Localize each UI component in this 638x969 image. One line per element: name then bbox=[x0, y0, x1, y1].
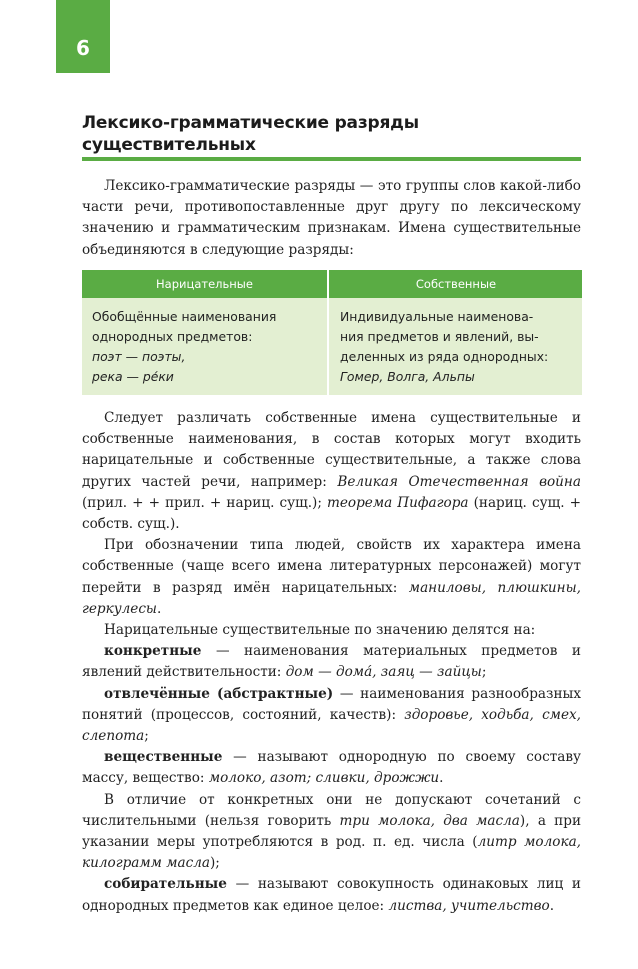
paragraph-concrete: конкретные — наименования материальных предметов и явлений действительности: дом — дома́, заяц — зайцы; bbox=[82, 643, 581, 681]
cell-common bbox=[92, 307, 322, 387]
cell-text: однородных предметов: bbox=[92, 329, 253, 344]
body-text bbox=[82, 408, 581, 917]
categories-table bbox=[82, 270, 582, 395]
cell-text: ния предметов и явлений, вы- bbox=[340, 329, 539, 344]
paragraph-meaning-intro: Нарицательные существительные по значению делятся на: bbox=[104, 622, 536, 639]
body-divider bbox=[327, 298, 329, 395]
section-title bbox=[82, 112, 582, 156]
cell-example: река — ре́ки bbox=[92, 369, 174, 384]
cell-text: деленных из ряда однородных: bbox=[340, 349, 549, 364]
paragraph-collective: собирательные — называют совокупность одинаковых лиц и однородных предметов как единое целое: листва, учительство. bbox=[82, 876, 581, 914]
paragraph-type-names: При обозначении типа людей, свойств их характера имена собственные (чаще всего имена литературных персонажей) могут перейти в разряд имён нарицательных: маниловы, плюшкины, геркулесы. bbox=[82, 537, 582, 617]
cell-example: Гомер, Волга, Альпы bbox=[340, 369, 475, 384]
cell-proper bbox=[340, 307, 576, 387]
paragraph-proper-names: Следует различать собственные имена существительные и собственные наименования, в состав которых могут входить нарицательные и собственные существительные, а также слова других частей речи, например: Великая Отечественная война (прил. + + прил. + нариц. сущ.); теорема Пифагора (нариц. сущ. + собств. сущ.). bbox=[82, 410, 581, 533]
title-line-1: Лексико-грамматические разряды bbox=[82, 113, 419, 133]
header-common: Нарицательные bbox=[156, 277, 253, 291]
cell-example: поэт — поэты, bbox=[92, 349, 186, 364]
cell-text: Обобщённые наименования bbox=[92, 309, 277, 324]
header-proper: Собственные bbox=[415, 277, 497, 291]
page-number: 6 bbox=[76, 36, 90, 60]
title-line-2: существительных bbox=[82, 135, 256, 155]
title-underline bbox=[82, 157, 581, 161]
paragraph-abstract: отвлечённые (абстрактные) — наименования разнообразных понятий (процессов, состояний, качеств): здоровье, ходьба, смех, слепота; bbox=[82, 685, 581, 745]
page-number-badge bbox=[56, 0, 110, 73]
intro-block bbox=[82, 176, 581, 261]
header-divider bbox=[327, 270, 329, 298]
cell-text: Индивидуальные наименова- bbox=[340, 309, 534, 324]
paragraph-material-note: В отличие от конкретных они не допускают сочетаний с числительными (нельзя говорить три молока, два масла), а при указании меры употребляются в род. п. ед. числа (литр молока, килограмм масла); bbox=[82, 791, 582, 872]
intro-paragraph: Лексико-грамматические разряды — это группы слов какой-либо части речи, противопоставленные друг другу по лексическому значению и грамматическим признакам. Имена существительные объединяются в следующие разряды: bbox=[82, 178, 581, 258]
paragraph-material: вещественные — называют однородную по своему составу массу, вещество: молоко, азот; сливки, дрожжи. bbox=[82, 749, 581, 787]
